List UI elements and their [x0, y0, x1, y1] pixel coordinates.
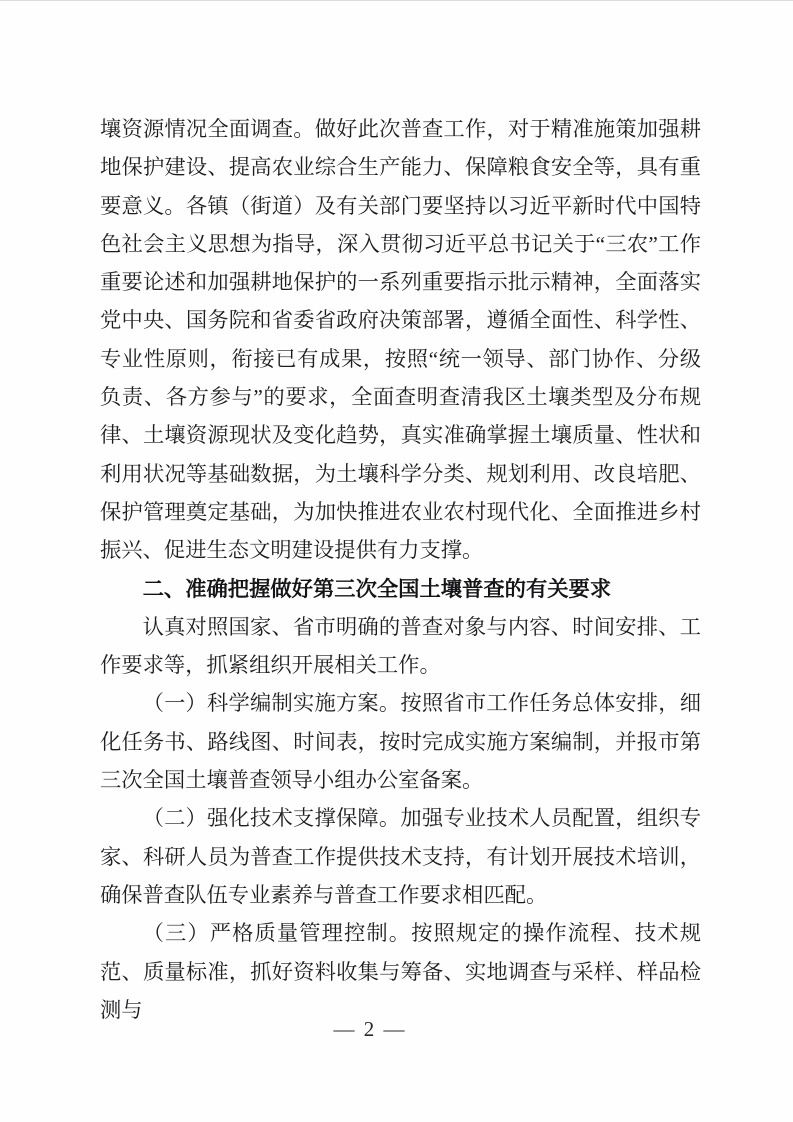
section-heading: 二、准确把握做好第三次全国土壤普查的有关要求	[142, 576, 612, 601]
paragraph-continuation: 壤资源情况全面调查。做好此次普查工作，对于精准施策加强耕地保护建设、提高农业综合生产能力、保障粮食安全等，具有重要意义。各镇（街道）及有关部门要坚持以习近平新时代中国特色社会主义思想为指导，深入贯彻习近平总书记关于“三农”工作重要论述和加强耕地保护的一系列重要指示批示精神，全面落实党中央、国务院和省委省政府决策部署，遵循全面性、科学性、专业性原则，衔接已有成果，按照“统一领导、部门协作、分级负责、各方参与”的要求，全面查明查清我区土壤类型及分布规律、土壤资源现状及变化趋势，真实准确掌握土壤质量、性状和利用状况等基础数据，为土壤科学分类、规划利用、改良培肥、保护管理奠定基础，为加快推进农业农村现代化、全面推进乡村振兴、促进生态文明建设提供有力支撑。	[100, 117, 701, 563]
paragraph-item-3: （三）严格质量管理控制。按照规定的操作流程、技术规范、质量标准，抓好资料收集与筹备、实地调查与采样、样品检测与	[100, 921, 701, 1022]
paragraph-item-2: （二）强化技术支撑保障。加强专业技术人员配置，组织专家、科研人员为普查工作提供技术支持，有计划开展技术培训，确保普查队伍专业素养与普查工作要求相匹配。	[100, 806, 701, 907]
paragraph-intro: 认真对照国家、省市明确的普查对象与内容、时间安排、工作要求等，抓紧组织开展相关工作。	[100, 614, 701, 678]
document-body	[100, 110, 701, 1029]
paragraph-item-1: （一）科学编制实施方案。按照省市工作任务总体安排，细化任务书、路线图、时间表，按时完成实施方案编制，并报市第三次全国土壤普查领导小组办公室备案。	[100, 691, 701, 793]
page-number: — 2 —	[333, 1017, 407, 1041]
